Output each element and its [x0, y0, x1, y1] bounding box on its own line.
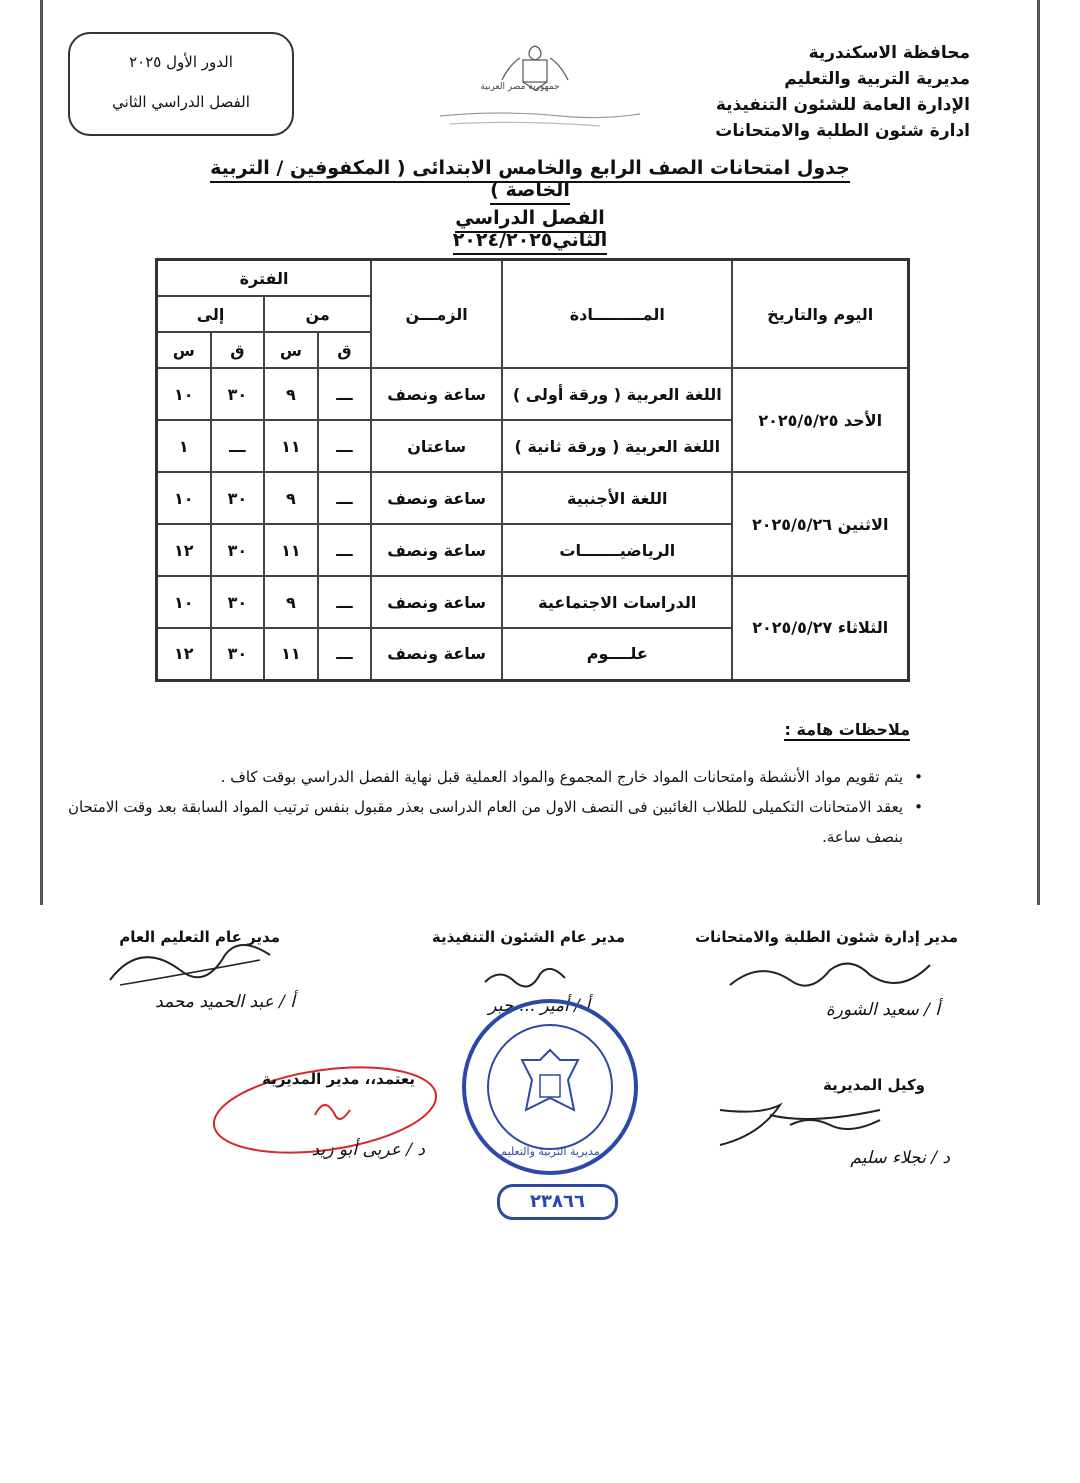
subject-cell: اللغة الأجنبية: [502, 472, 732, 524]
notes-title: ملاحظات هامة :: [784, 720, 910, 739]
subject-cell: الدراسات الاجتماعية: [502, 576, 732, 628]
header-duration: الزمـــن: [371, 260, 502, 369]
stamp-label: مديرية التربية والتعليم: [500, 1145, 600, 1158]
round-box: [68, 32, 294, 136]
notes-list: [43, 762, 925, 852]
header-subject: المـــــــــادة: [502, 260, 732, 369]
general-admin: الإدارة العامة للشئون التنفيذية: [715, 95, 970, 115]
to-minute-cell: ـــ: [211, 420, 265, 472]
exam-admin: ادارة شئون الطلبة والامتحانات: [715, 121, 970, 141]
to-hour-cell: ١٠: [157, 472, 211, 524]
header-from-minute: ق: [318, 332, 371, 368]
page-subtitle: الفصل الدراسي الثاني٢٠٢٤/٢٠٢٥: [380, 207, 680, 251]
signature-exam-manager: [695, 928, 958, 946]
signature-director: [262, 1070, 415, 1088]
header-date: اليوم والتاريخ: [732, 260, 908, 369]
from-hour-cell: ١١: [264, 420, 318, 472]
from-minute-cell: ـــ: [318, 628, 371, 680]
exec-manager-scribble-icon: [480, 960, 570, 994]
deputy-scribble-icon: [700, 1095, 900, 1155]
to-hour-cell: ١: [157, 420, 211, 472]
day-date: الأحد ٢٠٢٥/٥/٢٥: [732, 368, 908, 472]
from-hour-cell: ١١: [264, 628, 318, 680]
signature-name: د / نجلاء سليم: [850, 1148, 950, 1168]
general-ed-scribble-icon: [100, 940, 280, 1000]
emblem-label: جمهورية مصر العربية: [480, 82, 560, 92]
stamp-number: ٢٣٨٦٦: [497, 1184, 618, 1220]
table-row: [157, 472, 909, 524]
to-minute-cell: ٣٠: [211, 524, 265, 576]
from-minute-cell: ـــ: [318, 420, 371, 472]
signature-exec-manager: [432, 928, 625, 946]
signature-title: مدير إدارة شئون الطلبة والامتحانات: [695, 928, 958, 946]
table-row: [157, 576, 909, 628]
signature-name: أ / عبد الحميد محمد: [155, 992, 295, 1012]
list-item: • يعقد الامتحانات التكميلى للطلاب الغائبين فى النصف الاول من العام الدراسى بعذر مقبول بنفس ترتيب المواد السابقة بعد وقت الامتحان بنصف ساعة.: [43, 792, 903, 852]
duration-cell: ساعة ونصف: [371, 524, 502, 576]
from-hour-cell: ٩: [264, 368, 318, 420]
signature-title: مدير عام الشئون التنفيذية: [431, 928, 625, 946]
to-hour-cell: ١٢: [157, 524, 211, 576]
page-title: جدول امتحانات الصف الرابع والخامس الابتدائى ( المكفوفين / التربية الخاصة ): [180, 157, 880, 201]
signature-deputy: [823, 1076, 925, 1094]
subject-cell: علــــوم: [502, 628, 732, 680]
from-hour-cell: ٩: [264, 576, 318, 628]
header-period: الفترة: [157, 260, 372, 297]
exam-round: الدور الأول ٢٠٢٥: [129, 53, 233, 71]
duration-cell: ساعة ونصف: [371, 472, 502, 524]
from-hour-cell: ٩: [264, 472, 318, 524]
from-minute-cell: ـــ: [318, 576, 371, 628]
duration-cell: ساعة ونصف: [371, 628, 502, 680]
list-item: • يتم تقويم مواد الأنشطة وامتحانات المواد خارج المجموع والمواد العملية قبل نهاية الفصل الدراسي بوقت كاف .: [43, 762, 903, 792]
from-minute-cell: ـــ: [318, 524, 371, 576]
signature-name: أ / أمير ... جبر: [488, 996, 590, 1016]
duration-cell: ساعتان: [371, 420, 502, 472]
header-to-hour: س: [157, 332, 211, 368]
subject-cell: اللغة العربية ( ورقة ثانية ): [502, 420, 732, 472]
subject-cell: الرياضيـــــــات: [502, 524, 732, 576]
to-hour-cell: ١٠: [157, 368, 211, 420]
duration-cell: ساعة ونصف: [371, 368, 502, 420]
signature-name: د / عربى أبو زيد: [311, 1140, 425, 1160]
day-date: الثلاثاء ٢٠٢٥/٥/٢٧: [732, 576, 908, 680]
semester-label: الفصل الدراسي الثاني: [112, 93, 250, 111]
frame-line-right: [1037, 0, 1040, 905]
exam-manager-scribble-icon: [720, 955, 960, 1005]
signature-title: يعتمد،، مدير المديرية: [262, 1070, 415, 1088]
to-minute-cell: ٣٠: [211, 368, 265, 420]
subject-cell: اللغة العربية ( ورقة أولى ): [502, 368, 732, 420]
governorate: محافظة الاسكندرية: [808, 43, 970, 63]
exam-schedule-table: [155, 258, 910, 682]
directorate: مديرية التربية والتعليم: [784, 69, 970, 89]
to-minute-cell: ٣٠: [211, 628, 265, 680]
signature-title: وكيل المديرية: [823, 1076, 925, 1094]
duration-cell: ساعة ونصف: [371, 576, 502, 628]
header-from: من: [264, 296, 371, 332]
header-from-hour: س: [264, 332, 318, 368]
to-minute-cell: ٣٠: [211, 576, 265, 628]
to-hour-cell: ١٢: [157, 628, 211, 680]
day-date: الاثنين ٢٠٢٥/٥/٢٦: [732, 472, 908, 576]
from-minute-cell: ـــ: [318, 472, 371, 524]
from-hour-cell: ١١: [264, 524, 318, 576]
header-to-minute: ق: [211, 332, 265, 368]
table-row: [157, 368, 909, 420]
signature-title: مدير عام التعليم العام: [119, 928, 280, 946]
letterhead: [715, 40, 970, 144]
to-minute-cell: ٣٠: [211, 472, 265, 524]
to-hour-cell: ١٠: [157, 576, 211, 628]
signature-name: أ / سعيد الشورة: [825, 1000, 940, 1020]
from-minute-cell: ـــ: [318, 368, 371, 420]
header-to: إلى: [157, 296, 265, 332]
